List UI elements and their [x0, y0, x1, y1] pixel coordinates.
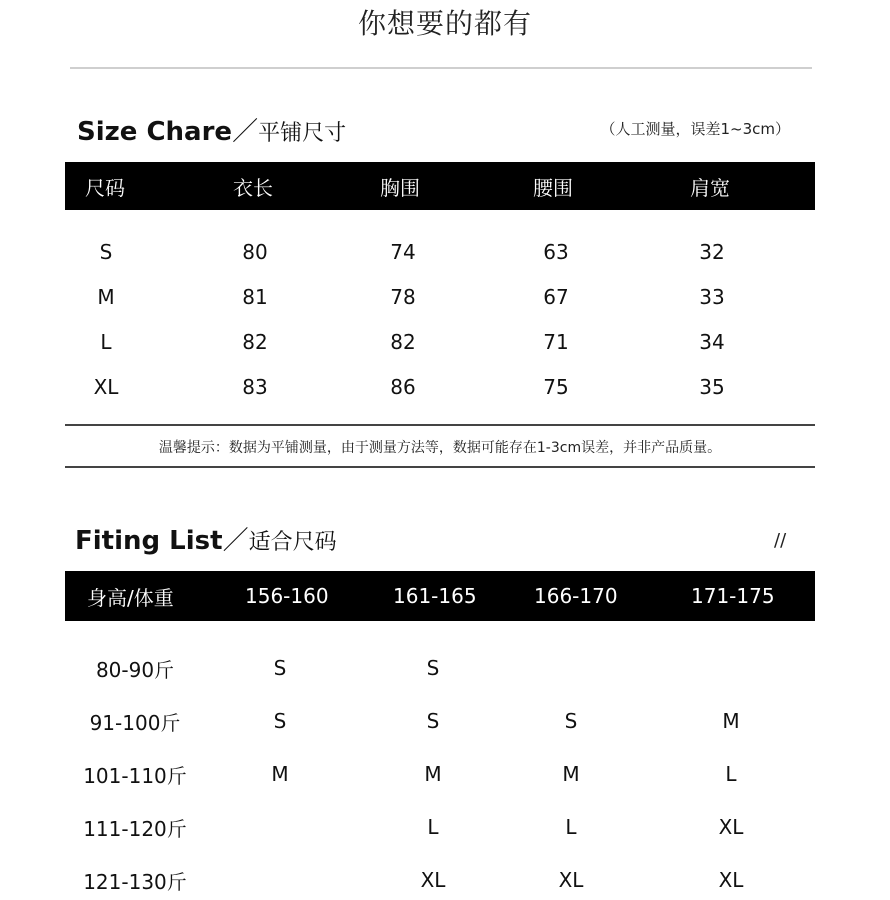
fit-cell: M	[722, 709, 740, 733]
size-cell: 34	[699, 330, 725, 354]
fit-cell	[240, 807, 320, 847]
fitting-list-title-zh: 适合尺码	[248, 530, 337, 555]
size-header-length: 衣长	[233, 175, 273, 200]
fit-cell: L	[565, 815, 577, 839]
fit-header-height-range: 161-165	[393, 584, 477, 608]
size-cell: 81	[242, 285, 268, 309]
fit-cell: XL	[718, 815, 744, 839]
fit-cell: S	[564, 709, 578, 733]
fit-cell: XL	[420, 868, 446, 892]
fit-cell: L	[427, 815, 439, 839]
size-row	[65, 322, 815, 362]
fit-cell	[691, 648, 771, 688]
size-cell: 33	[699, 285, 725, 309]
fit-cell	[531, 648, 611, 688]
size-cell: 82	[242, 330, 268, 354]
fit-cell: L	[725, 762, 737, 786]
fit-cell-weight: 91-100斤	[89, 710, 181, 735]
size-cell: 86	[390, 375, 416, 399]
fitting-list-title-slash: ／	[222, 526, 249, 556]
size-cell: S	[99, 240, 113, 264]
size-cell: 75	[543, 375, 569, 399]
fit-header-height-range: 156-160	[245, 584, 329, 608]
fit-header-height-weight: 身高/体重	[87, 585, 174, 610]
fit-cell-weight: 111-120斤	[83, 816, 187, 841]
size-cell: 82	[390, 330, 416, 354]
size-cell: 83	[242, 375, 268, 399]
fit-row	[65, 754, 815, 794]
size-chart-title	[77, 111, 346, 148]
fit-cell: M	[271, 762, 289, 786]
size-chart-header	[65, 162, 815, 210]
fit-cell: M	[562, 762, 580, 786]
fit-header-height-range: 171-175	[691, 584, 775, 608]
size-cell: 80	[242, 240, 268, 264]
fit-cell: S	[273, 656, 287, 680]
size-cell: XL	[93, 375, 119, 399]
fit-row	[65, 807, 815, 847]
size-cell: M	[97, 285, 115, 309]
size-row	[65, 232, 815, 272]
fit-cell: S	[426, 709, 440, 733]
size-row	[65, 367, 815, 407]
fit-row	[65, 648, 815, 688]
fit-cell: S	[426, 656, 440, 680]
fitting-list-title	[75, 520, 337, 557]
size-cell: 63	[543, 240, 569, 264]
size-chart-title-slash: ／	[232, 117, 259, 147]
size-cell: 74	[390, 240, 416, 264]
fit-header-height-range: 166-170	[534, 584, 618, 608]
fit-row	[65, 701, 815, 741]
page-title: 你想要的都有	[357, 7, 532, 40]
measurement-note: （人工测量，误差1~3cm）	[600, 120, 790, 138]
fitting-list-header	[65, 571, 815, 621]
fit-cell: M	[424, 762, 442, 786]
fit-cell: XL	[558, 868, 584, 892]
size-row	[65, 277, 815, 317]
size-cell: 32	[699, 240, 725, 264]
corner-slash-mark: //	[774, 530, 787, 551]
tip-top-divider	[65, 424, 815, 426]
size-header-waist: 腰围	[533, 175, 573, 200]
size-cell: L	[100, 330, 112, 354]
fit-cell-weight: 121-130斤	[83, 869, 187, 894]
size-cell: 67	[543, 285, 569, 309]
measurement-tip: 温馨提示：数据为平铺测量，由于测量方法等，数据可能存在1-3cm误差，并非产品质量。	[158, 440, 722, 456]
fit-cell	[240, 860, 320, 900]
size-cell: 71	[543, 330, 569, 354]
title-divider	[70, 67, 812, 69]
fit-cell-weight: 80-90斤	[95, 657, 175, 682]
size-cell: 78	[390, 285, 416, 309]
size-chart-title-zh: 平铺尺寸	[258, 121, 347, 146]
size-chart-title-en: Size Chare	[77, 117, 233, 147]
fit-cell-weight: 101-110斤	[83, 763, 187, 788]
fit-cell: XL	[718, 868, 744, 892]
size-cell: 35	[699, 375, 725, 399]
fit-row	[65, 860, 815, 900]
tip-bottom-divider	[65, 466, 815, 468]
fitting-list-title-en: Fiting List	[75, 526, 223, 556]
size-header-shoulder: 肩宽	[690, 175, 730, 200]
size-header-chest: 胸围	[380, 175, 420, 200]
size-header-size: 尺码	[85, 175, 125, 200]
fit-cell: S	[273, 709, 287, 733]
